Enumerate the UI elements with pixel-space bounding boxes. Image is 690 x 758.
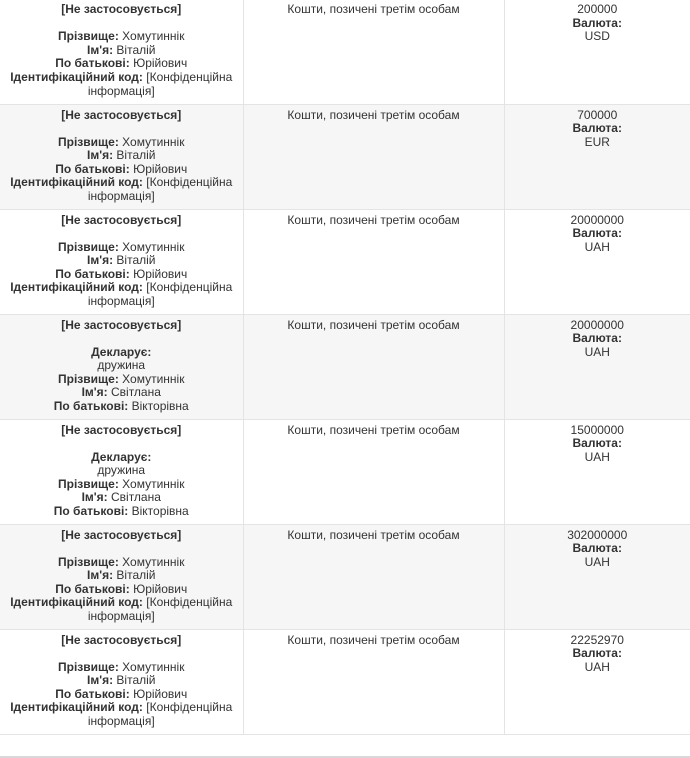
currency-value: USD [584,29,610,44]
id-code-value: [Конфіденційна [146,69,233,84]
amount-cell [504,104,690,209]
currency-label: Валюта: [572,226,622,241]
asset-type: Кошти, позичені третім особам [287,2,460,16]
currency-label: Валюта: [572,646,622,661]
surname-label: Прізвище: [58,239,119,254]
currency-value: UAH [584,239,610,254]
person-cell [0,0,243,104]
patronymic-label: По батькові: [55,686,130,701]
asset-type: Кошти, позичені третім особам [287,212,460,227]
patronymic-value: Вікторівна [131,399,189,414]
asset-cell [243,629,504,734]
amount-value: 302000000 [567,527,628,542]
surname-value: Хомутиннік [122,371,185,386]
patronymic-label: По батькові: [55,161,130,176]
id-code-label: Ідентифікаційний код: [10,700,143,715]
amount-value: 20000000 [570,317,624,332]
declarant-label: Декларує: [91,449,152,464]
id-code-value: [Конфіденційна [146,595,233,610]
amount-value: 200000 [577,2,618,16]
table-row [0,209,690,314]
patronymic-label: По батькові: [55,581,130,596]
surname-value: Хомутиннік [122,659,185,674]
currency-label: Валюта: [572,331,622,346]
not-applicable-label: [Не застосовується] [61,317,182,332]
asset-cell [243,524,504,629]
asset-cell [243,104,504,209]
asset-type: Кошти, позичені третім особам [287,527,460,542]
id-code-label: Ідентифікаційний код: [10,595,143,610]
id-code-value-cont: інформація] [87,714,155,729]
name-label: Ім'я: [87,568,114,583]
currency-label: Валюта: [572,436,622,451]
name-value: Віталій [116,148,156,163]
asset-cell [243,209,504,314]
amount-cell [504,0,690,104]
id-code-label: Ідентифікаційний код: [10,69,143,84]
name-label: Ім'я: [81,385,108,400]
surname-value: Хомутиннік [122,29,185,44]
surname-value: Хомутиннік [122,134,185,149]
currency-label: Валюта: [572,541,622,556]
person-cell [0,104,243,209]
declarant-value: дружина [97,463,146,478]
amount-value: 700000 [577,107,618,122]
amount-value: 22252970 [570,632,624,647]
name-label: Ім'я: [87,42,114,57]
asset-cell [243,0,504,104]
patronymic-value: Вікторівна [131,504,189,519]
table-row [0,0,690,104]
id-code-value: [Конфіденційна [146,280,233,295]
currency-value: UAH [584,659,610,674]
amount-cell [504,314,690,419]
currency-value: UAH [584,344,610,359]
patronymic-value: Юрійович [133,581,188,596]
id-code-value-cont: інформація] [87,189,155,204]
person-cell [0,629,243,734]
person-cell [0,524,243,629]
not-applicable-label: [Не застосовується] [61,212,182,227]
surname-label: Прізвище: [58,476,119,491]
person-cell [0,419,243,524]
asset-type: Кошти, позичені третім особам [287,422,460,437]
asset-cell [243,314,504,419]
id-code-label: Ідентифікаційний код: [10,280,143,295]
surname-value: Хомутиннік [122,239,185,254]
patronymic-value: Юрійович [133,686,188,701]
id-code-value-cont: інформація] [87,294,155,309]
id-code-value-cont: інформація] [87,609,155,624]
asset-type: Кошти, позичені третім особам [287,632,460,647]
currency-label: Валюта: [572,121,622,136]
not-applicable-label: [Не застосовується] [61,107,182,122]
patronymic-label: По батькові: [55,266,130,281]
patronymic-label: По батькові: [55,56,130,71]
name-value: Світлана [110,490,161,505]
declarant-value: дружина [97,358,146,373]
declarant-label: Декларує: [91,344,152,359]
surname-label: Прізвище: [58,554,119,569]
surname-label: Прізвище: [58,371,119,386]
patronymic-label: По батькові: [53,504,129,519]
name-value: Віталій [116,253,156,268]
asset-type: Кошти, позичені третім особам [287,317,460,332]
asset-cell [243,419,504,524]
name-label: Ім'я: [87,673,114,688]
table-row [0,314,690,419]
person-cell [0,209,243,314]
id-code-value: [Конфіденційна [146,700,233,715]
name-label: Ім'я: [81,490,108,505]
name-label: Ім'я: [87,253,114,268]
amount-cell [504,419,690,524]
name-value: Віталій [116,42,156,57]
not-applicable-label: [Не застосовується] [61,632,182,647]
currency-value: EUR [584,134,610,149]
surname-label: Прізвище: [58,659,119,674]
name-value: Віталій [116,673,156,688]
asset-type: Кошти, позичені третім особам [287,107,460,122]
currency-value: UAH [584,449,610,464]
person-cell [0,314,243,419]
table-row [0,629,690,734]
id-code-value: [Конфіденційна [146,175,233,190]
name-label: Ім'я: [87,148,114,163]
amount-cell [504,524,690,629]
patronymic-value: Юрійович [133,56,188,71]
patronymic-value: Юрійович [133,161,188,176]
table-row [0,419,690,524]
surname-value: Хомутиннік [122,476,185,491]
patronymic-value: Юрійович [133,266,188,281]
currency-label: Валюта: [572,15,622,30]
name-value: Світлана [110,385,161,400]
id-code-value-cont: інформація] [87,83,155,98]
table-row [0,104,690,209]
table-row [0,524,690,629]
amount-cell [504,209,690,314]
not-applicable-label: [Не застосовується] [61,422,182,437]
not-applicable-label: [Не застосовується] [61,2,182,16]
amount-value: 15000000 [570,422,624,437]
surname-label: Прізвище: [58,29,119,44]
id-code-label: Ідентифікаційний код: [10,175,143,190]
name-value: Віталій [116,568,156,583]
not-applicable-label: [Не застосовується] [61,527,182,542]
surname-label: Прізвище: [58,134,119,149]
currency-value: UAH [584,554,610,569]
patronymic-label: По батькові: [53,399,129,414]
amount-value: 20000000 [570,212,624,227]
amount-cell [504,629,690,734]
surname-value: Хомутиннік [122,554,185,569]
